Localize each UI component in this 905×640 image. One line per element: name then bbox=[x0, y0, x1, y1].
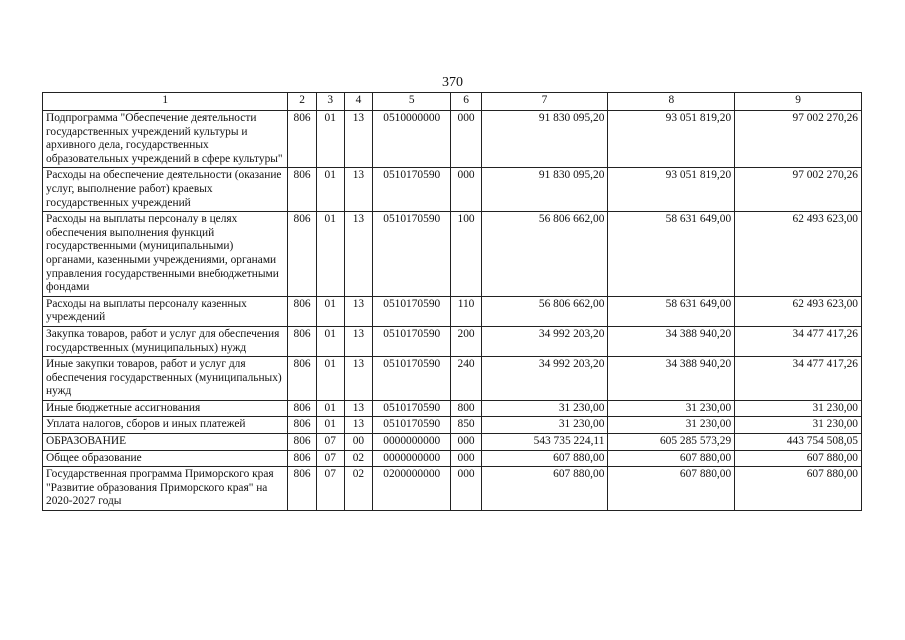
table-row bbox=[43, 296, 862, 326]
amount-col9: 443 754 508,05 bbox=[735, 434, 862, 451]
row-name: Иные бюджетные ассигнования bbox=[43, 400, 288, 417]
row-name: Общее образование bbox=[43, 450, 288, 467]
code-ved: 806 bbox=[288, 357, 316, 401]
code-section: 07 bbox=[316, 450, 344, 467]
table-row bbox=[43, 400, 862, 417]
code-section: 01 bbox=[316, 400, 344, 417]
amount-col8: 34 388 940,20 bbox=[608, 357, 735, 401]
amount-col8: 607 880,00 bbox=[608, 450, 735, 467]
amount-col7: 91 830 095,20 bbox=[481, 111, 608, 168]
code-target: 0510170590 bbox=[373, 296, 451, 326]
code-subsection: 00 bbox=[344, 434, 372, 451]
code-ved: 806 bbox=[288, 400, 316, 417]
row-name: Закупка товаров, работ и услуг для обеспечения государственных (муниципальных) нужд bbox=[43, 326, 288, 356]
code-expense: 000 bbox=[451, 467, 481, 511]
code-section: 07 bbox=[316, 467, 344, 511]
row-name: Расходы на обеспечение деятельности (оказание услуг, выполнение работ) краевых государственных учреждений bbox=[43, 168, 288, 212]
amount-col7: 543 735 224,11 bbox=[481, 434, 608, 451]
code-ved: 806 bbox=[288, 111, 316, 168]
amount-col9: 34 477 417,26 bbox=[735, 357, 862, 401]
table-row bbox=[43, 326, 862, 356]
amount-col8: 58 631 649,00 bbox=[608, 296, 735, 326]
code-section: 01 bbox=[316, 326, 344, 356]
code-expense: 100 bbox=[451, 212, 481, 297]
code-subsection: 13 bbox=[344, 400, 372, 417]
code-target: 0510170590 bbox=[373, 357, 451, 401]
code-section: 01 bbox=[316, 296, 344, 326]
amount-col9: 31 230,00 bbox=[735, 417, 862, 434]
amount-col8: 34 388 940,20 bbox=[608, 326, 735, 356]
code-subsection: 02 bbox=[344, 450, 372, 467]
header-row bbox=[43, 93, 862, 111]
code-target: 0510170590 bbox=[373, 326, 451, 356]
amount-col8: 31 230,00 bbox=[608, 400, 735, 417]
column-header: 3 bbox=[316, 93, 344, 111]
column-header: 1 bbox=[43, 93, 288, 111]
code-expense: 000 bbox=[451, 434, 481, 451]
code-target: 0200000000 bbox=[373, 467, 451, 511]
amount-col9: 34 477 417,26 bbox=[735, 326, 862, 356]
code-subsection: 13 bbox=[344, 417, 372, 434]
amount-col7: 31 230,00 bbox=[481, 417, 608, 434]
code-expense: 800 bbox=[451, 400, 481, 417]
amount-col8: 605 285 573,29 bbox=[608, 434, 735, 451]
page-number: 370 bbox=[442, 75, 463, 90]
column-header: 9 bbox=[735, 93, 862, 111]
table-row bbox=[43, 357, 862, 401]
amount-col7: 91 830 095,20 bbox=[481, 168, 608, 212]
column-header: 2 bbox=[288, 93, 316, 111]
amount-col9: 97 002 270,26 bbox=[735, 111, 862, 168]
amount-col7: 607 880,00 bbox=[481, 450, 608, 467]
code-target: 0510000000 bbox=[373, 111, 451, 168]
row-name: Расходы на выплаты персоналу казенных учреждений bbox=[43, 296, 288, 326]
code-section: 01 bbox=[316, 111, 344, 168]
code-expense: 240 bbox=[451, 357, 481, 401]
code-section: 01 bbox=[316, 168, 344, 212]
table-row bbox=[43, 434, 862, 451]
row-name: Государственная программа Приморского края "Развитие образования Приморского края" на 2020-2027 годы bbox=[43, 467, 288, 511]
row-name: Уплата налогов, сборов и иных платежей bbox=[43, 417, 288, 434]
amount-col8: 31 230,00 bbox=[608, 417, 735, 434]
amount-col8: 58 631 649,00 bbox=[608, 212, 735, 297]
table-row bbox=[43, 467, 862, 511]
amount-col9: 62 493 623,00 bbox=[735, 212, 862, 297]
code-subsection: 13 bbox=[344, 168, 372, 212]
amount-col9: 607 880,00 bbox=[735, 450, 862, 467]
column-header: 7 bbox=[481, 93, 608, 111]
code-subsection: 13 bbox=[344, 296, 372, 326]
amount-col9: 607 880,00 bbox=[735, 467, 862, 511]
column-header: 4 bbox=[344, 93, 372, 111]
code-ved: 806 bbox=[288, 326, 316, 356]
code-expense: 200 bbox=[451, 326, 481, 356]
amount-col7: 31 230,00 bbox=[481, 400, 608, 417]
table-row bbox=[43, 111, 862, 168]
amount-col8: 93 051 819,20 bbox=[608, 111, 735, 168]
amount-col7: 34 992 203,20 bbox=[481, 357, 608, 401]
row-name: ОБРАЗОВАНИЕ bbox=[43, 434, 288, 451]
code-subsection: 13 bbox=[344, 357, 372, 401]
code-ved: 806 bbox=[288, 168, 316, 212]
code-ved: 806 bbox=[288, 212, 316, 297]
table-row bbox=[43, 212, 862, 297]
code-expense: 000 bbox=[451, 111, 481, 168]
code-section: 07 bbox=[316, 434, 344, 451]
code-ved: 806 bbox=[288, 467, 316, 511]
amount-col7: 34 992 203,20 bbox=[481, 326, 608, 356]
row-name: Расходы на выплаты персоналу в целях обеспечения выполнения функций государственными (муниципальными) органами, казенными учреждениями, органами управления государственными внебюджетными фондами bbox=[43, 212, 288, 297]
amount-col9: 97 002 270,26 bbox=[735, 168, 862, 212]
row-name: Иные закупки товаров, работ и услуг для обеспечения государственных (муниципальных) нужд bbox=[43, 357, 288, 401]
code-section: 01 bbox=[316, 417, 344, 434]
table-row bbox=[43, 450, 862, 467]
amount-col8: 93 051 819,20 bbox=[608, 168, 735, 212]
table-row bbox=[43, 168, 862, 212]
code-ved: 806 bbox=[288, 450, 316, 467]
amount-col9: 62 493 623,00 bbox=[735, 296, 862, 326]
code-subsection: 13 bbox=[344, 326, 372, 356]
column-header: 8 bbox=[608, 93, 735, 111]
code-section: 01 bbox=[316, 357, 344, 401]
code-target: 0000000000 bbox=[373, 450, 451, 467]
code-target: 0510170590 bbox=[373, 212, 451, 297]
code-expense: 110 bbox=[451, 296, 481, 326]
amount-col8: 607 880,00 bbox=[608, 467, 735, 511]
code-ved: 806 bbox=[288, 434, 316, 451]
code-ved: 806 bbox=[288, 296, 316, 326]
code-subsection: 02 bbox=[344, 467, 372, 511]
code-ved: 806 bbox=[288, 417, 316, 434]
amount-col9: 31 230,00 bbox=[735, 400, 862, 417]
column-header: 6 bbox=[451, 93, 481, 111]
table-row bbox=[43, 417, 862, 434]
code-target: 0000000000 bbox=[373, 434, 451, 451]
code-subsection: 13 bbox=[344, 111, 372, 168]
amount-col7: 607 880,00 bbox=[481, 467, 608, 511]
code-target: 0510170590 bbox=[373, 400, 451, 417]
code-expense: 000 bbox=[451, 450, 481, 467]
column-header: 5 bbox=[373, 93, 451, 111]
code-subsection: 13 bbox=[344, 212, 372, 297]
code-expense: 850 bbox=[451, 417, 481, 434]
row-name: Подпрограмма "Обеспечение деятельности государственных учреждений культуры и архивного дела, государственных образовательных учреждений в сфере культуры" bbox=[43, 111, 288, 168]
amount-col7: 56 806 662,00 bbox=[481, 296, 608, 326]
code-target: 0510170590 bbox=[373, 417, 451, 434]
code-target: 0510170590 bbox=[373, 168, 451, 212]
budget-table bbox=[42, 92, 862, 511]
amount-col7: 56 806 662,00 bbox=[481, 212, 608, 297]
code-expense: 000 bbox=[451, 168, 481, 212]
code-section: 01 bbox=[316, 212, 344, 297]
